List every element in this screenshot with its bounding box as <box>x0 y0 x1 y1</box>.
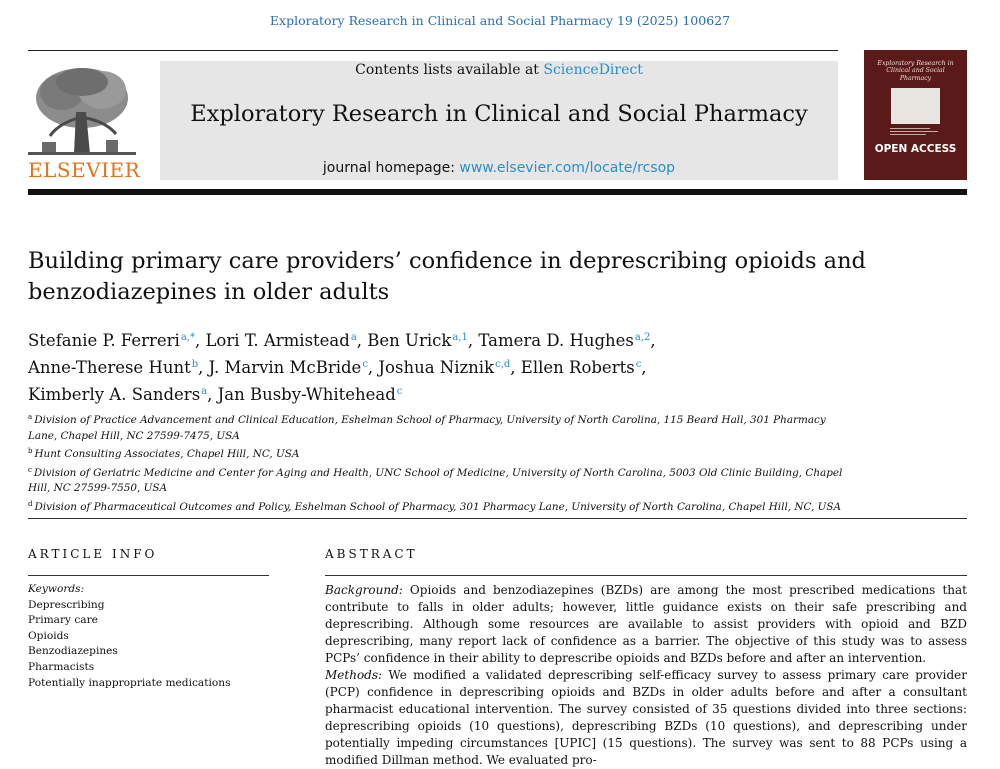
contents-line <box>160 62 838 78</box>
affiliation: $^c$ Division of Geriatric Medicine and Center for Aging and Health, UNC School of Medicine, University of North Carolina, 5003 Old Clinic Building, Chapel Hill, NC 27599-7550, USA <box>28 465 843 495</box>
affiliation: $^d$ Division of Pharmaceutical Outcomes and Policy, Eshelman School of Pharmacy, 301 Pharmacy Lane, University of North Carolina, Chapel Hill, NC, USA <box>28 499 842 513</box>
journal-citation: Exploratory Research in Clinical and Social Pharmacy 19 (2025) 100627 <box>269 13 731 28</box>
keywords-label: Keywords: <box>28 583 85 595</box>
author[interactable]: Ellen Roberts$^c$ <box>520 358 642 377</box>
author[interactable]: Tamera D. Hughes$^{a,2}$ <box>478 331 651 350</box>
keyword: Benzodiazepines <box>28 645 118 658</box>
author[interactable]: Stefanie P. Ferreri$^{a,*}$ <box>28 331 195 350</box>
article-info-rule <box>28 575 269 576</box>
affiliation: $^b$ Hunt Consulting Associates, Chapel Hill, NC, USA <box>28 447 300 461</box>
header-rule <box>28 50 838 51</box>
header-bottom-rule <box>28 189 967 195</box>
section-divider <box>28 518 967 519</box>
article-info-heading: ARTICLE INFO <box>28 547 158 561</box>
abstract-methods: Methods: We modified a validated deprescribing self-efficacy survey to assess primary care provider (PCP) confidence in deprescribing opioids and BZDs in older adults before and after a consultant pharmacist educational intervention. The survey consisted of 35 questions divided into three sections: deprescribing opioids (10 questions), deprescribing BZDs (10 questions), and deprescribing under potentially impeding circumstances [UPIC] (15 questions). The survey was sent to 88 PCPs using a modified Dillman method. We evaluated pro- <box>325 668 967 767</box>
keyword: Pharmacists <box>28 660 95 673</box>
author[interactable]: Anne-Therese Hunt$^b$ <box>28 358 199 377</box>
homepage-link[interactable]: www.elsevier.com/locate/rcsop <box>459 160 676 176</box>
cover-title: Exploratory Research in Clinical and Social Pharmacy <box>877 60 954 82</box>
abstract-heading: ABSTRACT <box>325 547 418 561</box>
sciencedirect-link[interactable]: ScienceDirect <box>543 62 643 78</box>
author[interactable]: Joshua Niznik$^{c,d}$ <box>378 358 511 377</box>
keyword: Opioids <box>28 629 69 642</box>
keyword: Potentially inappropriate medications <box>28 676 231 689</box>
homepage-line <box>160 160 838 176</box>
abstract-body <box>325 582 967 769</box>
author-list: Stefanie P. Ferreri$^{a,*}$, Lori T. Armistead$^a$, Ben Urick$^{a,1}$, Tamera D. Hughes$^{a,2}$, Anne-Therese Hunt$^b$, J. Marvin McBride$^c$, Joshua Niznik$^{c,d}$, Ellen Roberts$^c$, Kimberly A. Sanders$^a$, Jan Busby-Whitehead$^c$ <box>28 331 656 404</box>
author[interactable]: Ben Urick$^{a,1}$ <box>367 331 468 350</box>
affiliations <box>28 410 848 516</box>
homepage-prefix: journal homepage: <box>322 160 460 176</box>
journal-name: Exploratory Research in Clinical and Social Pharmacy <box>190 101 808 127</box>
journal-cover[interactable] <box>864 50 967 180</box>
article-title: Building primary care providers’ confidence in deprescribing opioids and benzodiazepines in older adults <box>28 248 866 305</box>
cover-logo-icon <box>891 88 940 124</box>
keywords-list <box>28 582 278 691</box>
author[interactable]: J. Marvin McBride$^c$ <box>208 358 368 377</box>
open-access-badge: OPEN ACCESS <box>874 143 957 155</box>
contents-prefix: Contents lists available at <box>355 62 544 78</box>
author[interactable]: Kimberly A. Sanders$^a$ <box>28 385 208 404</box>
affiliation: $^a$ Division of Practice Advancement and Clinical Education, Eshelman School of Pharmacy, University of North Carolina, 115 Beard Hall, 301 Pharmacy Lane, Chapel Hill, NC 27599-7475, USA <box>28 413 826 442</box>
publisher-wordmark: ELSEVIER <box>28 158 141 182</box>
abstract-rule <box>325 575 967 576</box>
keyword: Primary care <box>28 614 98 627</box>
author[interactable]: Jan Busby-Whitehead$^c$ <box>217 385 403 404</box>
author[interactable]: Lori T. Armistead$^a$ <box>205 331 357 350</box>
cover-text-lines <box>890 128 940 137</box>
keyword: Deprescribing <box>28 598 105 611</box>
journal-banner <box>160 61 838 180</box>
abstract-background: Background: Opioids and benzodiazepines (BZDs) are among the most prescribed medications that contribute to falls in older adults; however, little guidance exists on their safe prescribing and deprescribing. Although some resources are available to assist providers with opioid and BZD deprescribing, many report lack of confidence as a barrier. The objective of this study was to assess PCPs’ confidence in their ability to deprescribe opioids and BZDs before and after an intervention. <box>325 583 967 665</box>
